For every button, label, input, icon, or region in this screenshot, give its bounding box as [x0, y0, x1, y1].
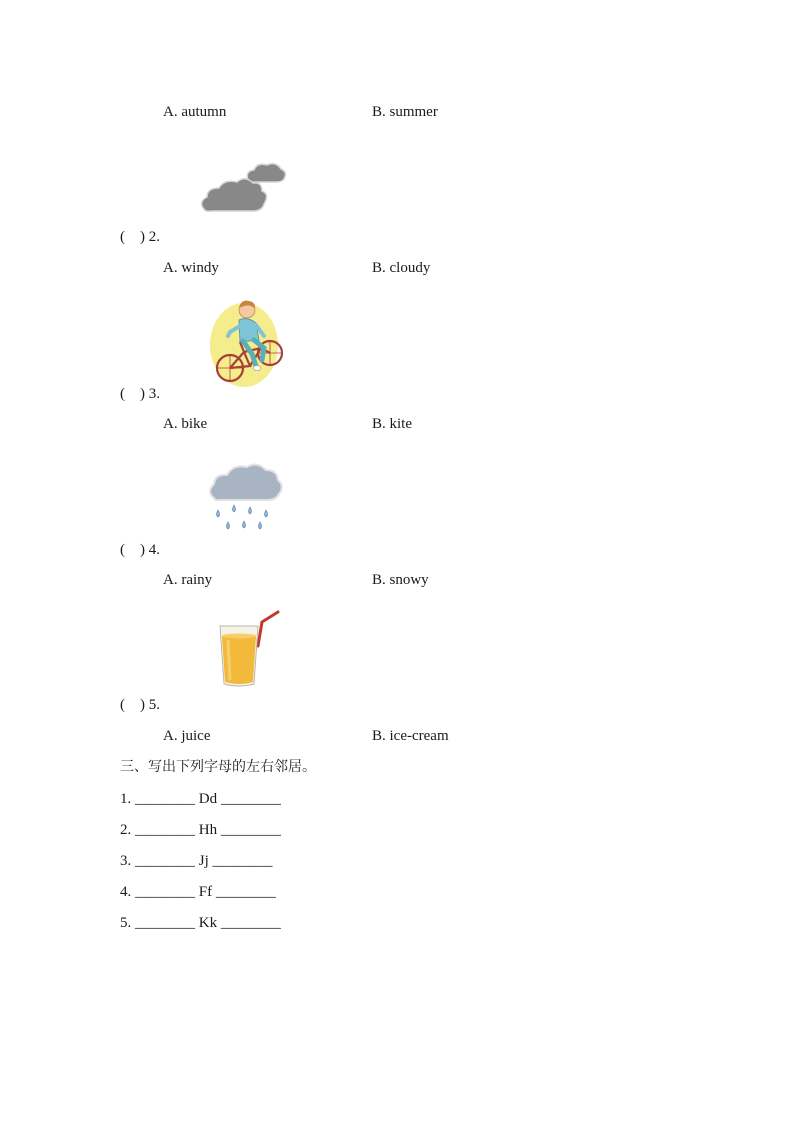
- small-cloud-icon: [247, 164, 285, 183]
- q2-option-b: B. cloudy: [372, 260, 431, 276]
- letter-item-4: 4. ________ Ff ________: [120, 884, 276, 900]
- q3-option-b: B. kite: [372, 416, 412, 432]
- letter-item-3: 3. ________ Jj ________: [120, 853, 273, 869]
- q4-option-b: B. snowy: [372, 572, 429, 588]
- rain-cloud-picture: [206, 460, 284, 534]
- cloud-picture: [198, 158, 290, 216]
- q1-option-a: A. autumn: [163, 104, 227, 120]
- q5-option-b: B. ice-cream: [372, 728, 449, 744]
- q4-number: ( ) 4.: [120, 542, 160, 558]
- rain-cloud-icon: [210, 465, 282, 501]
- q3-option-a: A. bike: [163, 416, 208, 432]
- letter-item-2: 2. ________ Hh ________: [120, 822, 281, 838]
- q5-number: ( ) 5.: [120, 697, 160, 713]
- section3-heading: 三、写出下列字母的左右邻居。: [120, 759, 316, 775]
- q5-option-a: A. juice: [163, 728, 211, 744]
- q2-number: ( ) 2.: [120, 229, 160, 245]
- q1-option-b: B. summer: [372, 104, 438, 120]
- juice-glass-picture: [214, 610, 284, 690]
- q4-option-a: A. rainy: [163, 572, 213, 588]
- large-cloud-icon: [202, 179, 267, 212]
- letter-item-5: 5. ________ Kk ________: [120, 915, 281, 931]
- q2-option-a: A. windy: [163, 260, 219, 276]
- straw-icon: [258, 612, 278, 646]
- q3-number: ( ) 3.: [120, 386, 160, 402]
- raindrops-icon: [217, 505, 268, 529]
- letter-item-1: 1. ________ Dd ________: [120, 791, 281, 807]
- boy-on-bike-picture: [206, 296, 288, 390]
